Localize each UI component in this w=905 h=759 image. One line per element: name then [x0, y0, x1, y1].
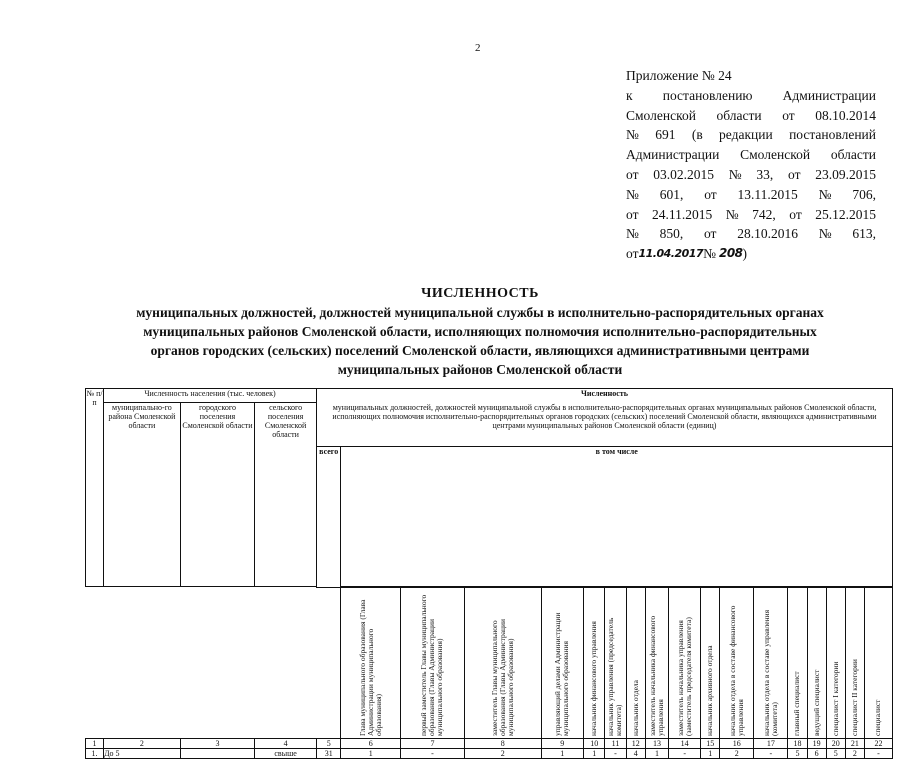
appendix-last-line	[626, 244, 876, 264]
column-number: 16	[720, 739, 754, 749]
appendix-word: области	[716, 107, 762, 123]
appendix-word: 601,	[659, 186, 684, 202]
position-header	[341, 588, 401, 739]
header-pop-urban: городского поселения Смоленской области	[180, 403, 255, 587]
appendix-word: Смоленской	[740, 147, 811, 163]
column-number: 18	[788, 739, 807, 749]
appendix-word: от	[782, 107, 795, 123]
appendix-line	[626, 106, 876, 126]
position-label: первый заместитель Главы муниципального образования (Главы Администрации муниципального образования)	[419, 594, 445, 736]
appendix-word: от	[703, 226, 717, 242]
column-number: 13	[645, 739, 668, 749]
position-label: заместитель Главы муниципального образования (Главы Администрации муниципального образования)	[489, 618, 515, 736]
handwritten-number: 208	[718, 246, 743, 261]
header-count-desc: муниципальных должностей, должностей муниципальной службы в исполнительно-распорядительных органах муниципальных районов Смоленской области, исполняющих полномочия исполнительно-распорядительных органов городских (сельских) поселений Смоленской области, являющихся административными центрами муниципальных районов Смоленской области (единиц)	[316, 403, 892, 447]
column-number: 6	[341, 739, 401, 749]
appendix-word: от	[788, 166, 801, 182]
appendix-word: Смоленской	[626, 107, 696, 123]
column-number: 15	[701, 739, 720, 749]
position-label: специалист	[873, 699, 883, 736]
column-number: 12	[626, 739, 645, 749]
spacer	[86, 588, 341, 739]
position-label: начальник финансового управления	[589, 621, 599, 736]
data-cell: 5	[788, 749, 807, 759]
appendix-word: 742,	[752, 206, 776, 222]
title-line: муниципальных должностей, должностей муниципальной службы в исполнительно-распорядительных органах	[136, 305, 824, 320]
position-label: начальник отдела	[630, 680, 640, 736]
position-header	[701, 588, 720, 739]
position-header	[669, 588, 701, 739]
column-number: 11	[605, 739, 626, 749]
header-including: в том числе	[341, 447, 893, 587]
data-cell: 2	[464, 749, 541, 759]
header-no: № п/п	[86, 389, 104, 587]
appendix-line	[626, 125, 876, 145]
data-cell: 1.	[86, 749, 104, 759]
data-cell: 1	[645, 749, 668, 759]
appendix-line	[626, 224, 876, 244]
position-label: ведущий специалист	[811, 669, 821, 736]
handwritten-date: 11.04.2017	[638, 247, 704, 261]
data-cell: 2	[845, 749, 864, 759]
data-cell: -	[605, 749, 626, 759]
appendix-word: 613,	[852, 226, 876, 242]
position-header	[864, 588, 892, 739]
appendix-word: постановлению	[662, 87, 753, 103]
appendix-line	[626, 86, 876, 106]
document-title	[60, 285, 900, 379]
column-number: 14	[669, 739, 701, 749]
position-label: главный специалист	[792, 671, 802, 736]
staffing-table	[85, 388, 893, 759]
position-label: начальник отдела в составе финансового управления	[727, 605, 745, 736]
page-number: 2	[475, 42, 481, 54]
position-header	[845, 588, 864, 739]
column-number: 5	[316, 739, 340, 749]
column-number: 8	[464, 739, 541, 749]
appendix-word: от	[626, 206, 639, 222]
column-number: 2	[104, 739, 181, 749]
data-cell: 1	[341, 749, 401, 759]
handwritten-close: )	[742, 246, 748, 262]
position-label: начальник отдела в составе управления (комитета)	[761, 609, 779, 736]
column-number: 17	[754, 739, 788, 749]
column-number-row	[86, 739, 893, 749]
appendix-word: 850,	[659, 226, 684, 242]
appendix-word: 25.12.2015	[815, 206, 876, 222]
appendix-word: от	[626, 166, 639, 182]
position-label: заместитель начальника финансового управления	[647, 615, 665, 736]
appendix-block	[626, 66, 876, 264]
data-cell: 2	[720, 749, 754, 759]
position-header	[645, 588, 668, 739]
column-number: 7	[401, 739, 465, 749]
title-line: муниципальных районов Смоленской области	[337, 362, 623, 377]
position-header	[464, 588, 541, 739]
position-header	[826, 588, 845, 739]
appendix-word: редакции	[719, 127, 773, 143]
column-number: 10	[584, 739, 605, 749]
appendix-word: 706,	[852, 186, 876, 202]
appendix-word: Администрации	[626, 147, 720, 163]
appendix-word: 691	[655, 127, 676, 143]
appendix-word: 03.02.2015	[653, 166, 714, 182]
position-label: специалист I категории	[830, 661, 840, 736]
appendix-word: №	[626, 127, 639, 143]
title-line: муниципальных районов Смоленской области, исполняющих полномочия исполнительно-распорядительных	[143, 324, 817, 339]
data-cell: 31	[316, 749, 340, 759]
position-label: Глава муниципального образования (Глава Администрации муниципального образования)	[357, 599, 383, 736]
position-header	[626, 588, 645, 739]
appendix-word: 28.10.2016	[737, 226, 798, 242]
data-cell: -	[754, 749, 788, 759]
position-label: специалист II категории	[849, 659, 859, 736]
appendix-word: 33,	[756, 166, 774, 182]
appendix-word: №	[728, 166, 742, 182]
position-header	[807, 588, 826, 739]
position-label: управляющий делами Администрации муниципального образования	[553, 612, 571, 736]
position-header	[720, 588, 754, 739]
data-cell: 1	[584, 749, 605, 759]
appendix-line	[626, 165, 876, 185]
appendix-word: №	[725, 206, 739, 222]
appendix-last-prefix: от	[626, 246, 639, 262]
data-cell: -	[401, 749, 465, 759]
appendix-word: №	[626, 186, 639, 202]
header-count-title: Численность	[316, 389, 892, 403]
column-number: 22	[864, 739, 892, 749]
position-header	[401, 588, 465, 739]
appendix-word: от	[789, 206, 802, 222]
data-cell: 4	[626, 749, 645, 759]
appendix-line	[626, 145, 876, 165]
position-header	[754, 588, 788, 739]
appendix-word: 13.11.2015	[737, 186, 798, 202]
appendix-word: 23.09.2015	[815, 166, 876, 182]
appendix-word: к	[626, 87, 633, 103]
column-number: 9	[541, 739, 584, 749]
appendix-word: №	[626, 226, 639, 242]
appendix-word: №	[818, 186, 832, 202]
column-number: 1	[86, 739, 104, 749]
data-cell: -	[864, 749, 892, 759]
appendix-line	[626, 185, 876, 205]
column-number: 21	[845, 739, 864, 749]
data-cell: 5	[826, 749, 845, 759]
appendix-line	[626, 205, 876, 225]
header-total: всего	[316, 447, 340, 588]
column-number: 20	[826, 739, 845, 749]
header-population: Численность населения (тыс. человек)	[104, 389, 317, 403]
column-number: 4	[255, 739, 317, 749]
data-cell: -	[669, 749, 701, 759]
appendix-word: Администрации	[782, 87, 876, 103]
column-number: 19	[807, 739, 826, 749]
data-cell: 1	[701, 749, 720, 759]
data-cell: До 5	[104, 749, 181, 759]
appendix-word: №	[818, 226, 832, 242]
position-label: начальник архивного отдела	[705, 645, 715, 736]
handwritten-no-label: №	[703, 246, 716, 262]
data-row	[86, 749, 893, 759]
header-pop-district: муниципально-го района Смоленской области	[104, 403, 181, 587]
title-heading: ЧИСЛЕННОСТЬ	[421, 286, 539, 301]
position-header	[605, 588, 626, 739]
appendix-word: (в	[691, 127, 703, 143]
appendix-word: 08.10.2014	[815, 107, 876, 123]
position-header	[584, 588, 605, 739]
appendix-word: от	[704, 186, 717, 202]
position-label: начальник управления (председатель комитета)	[606, 617, 624, 736]
data-cell	[180, 749, 255, 759]
position-label: заместитель начальника управления (заместитель председателя комитета)	[675, 617, 693, 736]
data-cell: 6	[807, 749, 826, 759]
appendix-word: постановлений	[789, 127, 876, 143]
column-number: 3	[180, 739, 255, 749]
appendix-line: Приложение № 24	[626, 68, 732, 83]
title-line: органов городских (сельских) поселений Смоленской области, являющихся административными центрами	[150, 343, 810, 358]
data-cell: 1	[541, 749, 584, 759]
header-pop-rural: сельского поселения Смоленской области	[255, 403, 317, 587]
appendix-word: 24.11.2015	[651, 206, 713, 222]
data-cell: свыше	[255, 749, 317, 759]
appendix-word: области	[830, 147, 876, 163]
position-header	[541, 588, 584, 739]
position-header	[788, 588, 807, 739]
